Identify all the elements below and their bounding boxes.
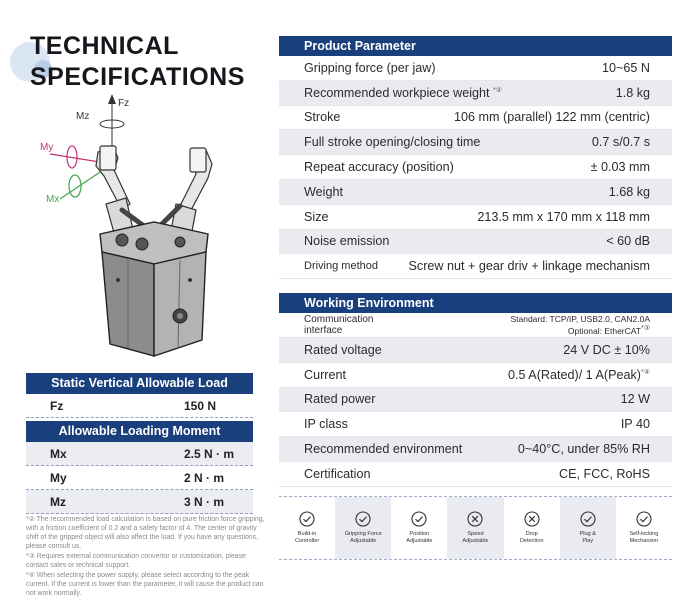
feature-label-line2: Mechanism bbox=[629, 537, 659, 544]
footnote: *② The recommended load calculation is based on pure friction force gripping, with a friction coefficient of 0.2 and a safety factor of 4. The center of gravity shift of the gripped object will also affect the load. If you have any questions, please consult us. bbox=[26, 516, 265, 550]
row-key: Rated power bbox=[304, 392, 376, 407]
row-value: 213.5 mm x 170 mm x 118 mm bbox=[477, 209, 650, 224]
row-value: 2.5 N · m bbox=[184, 446, 235, 461]
loading-moment-header: Allowable Loading Moment bbox=[26, 421, 253, 442]
feature-label-line2: Play bbox=[582, 537, 594, 544]
table-row bbox=[279, 56, 672, 81]
row-value: 1.68 kg bbox=[608, 184, 650, 199]
feature-label bbox=[462, 531, 488, 544]
page-title-line1: TECHNICAL bbox=[30, 32, 179, 60]
row-key: Stroke bbox=[304, 110, 341, 125]
table-row bbox=[279, 106, 672, 131]
feature-label-line2: Controller bbox=[294, 537, 320, 544]
feature-label-line2: Detection bbox=[519, 537, 544, 544]
row-key: Driving method bbox=[304, 260, 378, 273]
footnote-marker: *③ bbox=[641, 325, 650, 333]
x-circle-icon bbox=[524, 511, 540, 527]
row-key: Fz bbox=[50, 398, 64, 413]
row-value: 24 V DC ± 10% bbox=[563, 342, 650, 357]
product-parameter-table bbox=[279, 36, 672, 279]
row-value: ± 0.03 mm bbox=[590, 160, 650, 175]
row-value: 150 N bbox=[184, 398, 217, 413]
row-key: Current bbox=[304, 367, 346, 382]
table-row bbox=[279, 412, 672, 437]
axis-label-fz: Fz bbox=[118, 98, 130, 109]
row-key: Certification bbox=[304, 466, 371, 481]
row-value-text: 0.5 A(Rated)/ 1 A(Peak) bbox=[507, 367, 641, 382]
table-row bbox=[279, 81, 672, 106]
table-row bbox=[279, 437, 672, 462]
row-value: 0.7 s/0.7 s bbox=[591, 135, 650, 150]
row-key-text: Recommended workpiece weight bbox=[304, 85, 490, 100]
table-row bbox=[279, 388, 672, 413]
feature-label bbox=[406, 531, 432, 544]
feature-label bbox=[629, 531, 658, 544]
row-key: Noise emission bbox=[304, 234, 390, 249]
axis-label-my: My bbox=[40, 142, 54, 153]
product-parameter-header: Product Parameter bbox=[279, 36, 672, 56]
feature-label-line2: Adjustable bbox=[406, 537, 433, 544]
row-key bbox=[304, 86, 502, 100]
table-row bbox=[279, 462, 672, 487]
row-value: Screw nut + gear driv + linkage mechanism bbox=[408, 259, 650, 274]
static-load-table bbox=[26, 373, 253, 418]
feature-label bbox=[345, 531, 382, 544]
table-row bbox=[279, 130, 672, 155]
row-value-line1: Standard: TCP/IP, USB2.0, CAN2.0A bbox=[510, 314, 650, 325]
feature-label-line1: Position bbox=[409, 531, 430, 537]
row-key: Gripping force (per jaw) bbox=[304, 60, 436, 75]
feature-item bbox=[391, 497, 447, 559]
feature-item bbox=[560, 497, 616, 559]
check-circle-icon bbox=[580, 511, 596, 527]
table-row bbox=[279, 254, 672, 279]
feature-label-line1: Build-in bbox=[297, 531, 317, 537]
table-row bbox=[26, 394, 253, 418]
page-title-line2: SPECIFICATIONS bbox=[30, 63, 245, 91]
row-value: 2 N · m bbox=[184, 470, 225, 485]
footnote: *④ When selecting the power supply, please select according to the peak current. If the current is lower than the parameter, it will cause the product can not work normally. bbox=[26, 572, 264, 597]
row-value bbox=[510, 314, 650, 336]
axis-label-mz: Mz bbox=[76, 111, 90, 122]
feature-item bbox=[504, 497, 560, 559]
row-value: 106 mm (parallel) 122 mm (centric) bbox=[454, 110, 650, 125]
check-circle-icon bbox=[411, 511, 427, 527]
row-key: Mz bbox=[50, 494, 66, 509]
row-key: My bbox=[50, 470, 67, 485]
table-row bbox=[279, 155, 672, 180]
feature-item bbox=[335, 497, 391, 559]
check-circle-icon bbox=[299, 511, 315, 527]
row-key: Repeat accuracy (position) bbox=[304, 160, 454, 175]
gripper-illustration bbox=[30, 94, 260, 362]
feature-label-line2: Adjustable bbox=[350, 537, 377, 544]
row-key: Size bbox=[304, 209, 329, 224]
row-value: < 60 dB bbox=[606, 234, 650, 249]
footnote-marker: *② bbox=[493, 86, 502, 94]
table-row bbox=[279, 313, 672, 338]
row-key: Mx bbox=[50, 446, 67, 461]
feature-label-line1: Drop bbox=[525, 531, 538, 537]
row-value bbox=[508, 368, 650, 382]
row-key: Rated voltage bbox=[304, 342, 382, 357]
axis-label-mx: Mx bbox=[46, 194, 60, 205]
row-key: Recommended environment bbox=[304, 442, 463, 457]
feature-label-line1: Gripping Force bbox=[344, 531, 382, 537]
row-value: 1.8 kg bbox=[615, 85, 650, 100]
feature-label-line2: Adjustable bbox=[462, 537, 489, 544]
row-key: Weight bbox=[304, 184, 343, 199]
feature-label-line1: Self-locking bbox=[629, 531, 659, 537]
row-key: IP class bbox=[304, 417, 348, 432]
row-value: CE, FCC, RoHS bbox=[559, 466, 650, 481]
feature-item bbox=[279, 497, 335, 559]
table-row bbox=[279, 363, 672, 388]
check-circle-icon bbox=[355, 511, 371, 527]
table-row bbox=[26, 466, 253, 490]
row-key-line1: Communication bbox=[304, 314, 374, 325]
feature-label-line1: Plug & bbox=[579, 531, 597, 537]
footnotes bbox=[26, 515, 266, 599]
title-block bbox=[10, 32, 270, 96]
table-row bbox=[279, 205, 672, 230]
table-row bbox=[279, 338, 672, 363]
feature-item bbox=[616, 497, 672, 559]
row-value: 12 W bbox=[620, 392, 650, 407]
table-row bbox=[279, 230, 672, 255]
row-value: 0~40°C, under 85% RH bbox=[517, 442, 650, 457]
row-value: 3 N · m bbox=[184, 494, 225, 509]
table-row bbox=[279, 180, 672, 205]
working-environment-table bbox=[279, 293, 672, 487]
row-key-line2: interface bbox=[304, 325, 343, 336]
row-value: 10~65 N bbox=[602, 60, 650, 75]
row-key: Full stroke opening/closing time bbox=[304, 135, 481, 150]
footnote: *③ Requires external communication convertor or customization, please contact sales or technical support. bbox=[26, 553, 246, 569]
row-value-line2 bbox=[510, 324, 650, 336]
footnote-marker: *④ bbox=[641, 368, 650, 376]
table-row bbox=[26, 442, 253, 466]
feature-label-line1: Speed bbox=[467, 531, 484, 537]
row-value-line2-text: Optional: EtherCAT bbox=[567, 325, 641, 336]
x-circle-icon bbox=[467, 511, 483, 527]
feature-strip bbox=[279, 496, 672, 560]
feature-item bbox=[447, 497, 503, 559]
static-load-header: Static Vertical Allowable Load bbox=[26, 373, 253, 394]
working-environment-header: Working Environment bbox=[279, 293, 672, 313]
row-key bbox=[304, 314, 373, 336]
feature-label bbox=[520, 531, 544, 544]
feature-label bbox=[580, 531, 596, 544]
check-circle-icon bbox=[636, 511, 652, 527]
loading-moment-table bbox=[26, 421, 253, 514]
row-value: IP 40 bbox=[620, 417, 650, 432]
table-row bbox=[26, 490, 253, 514]
feature-label bbox=[295, 531, 319, 544]
